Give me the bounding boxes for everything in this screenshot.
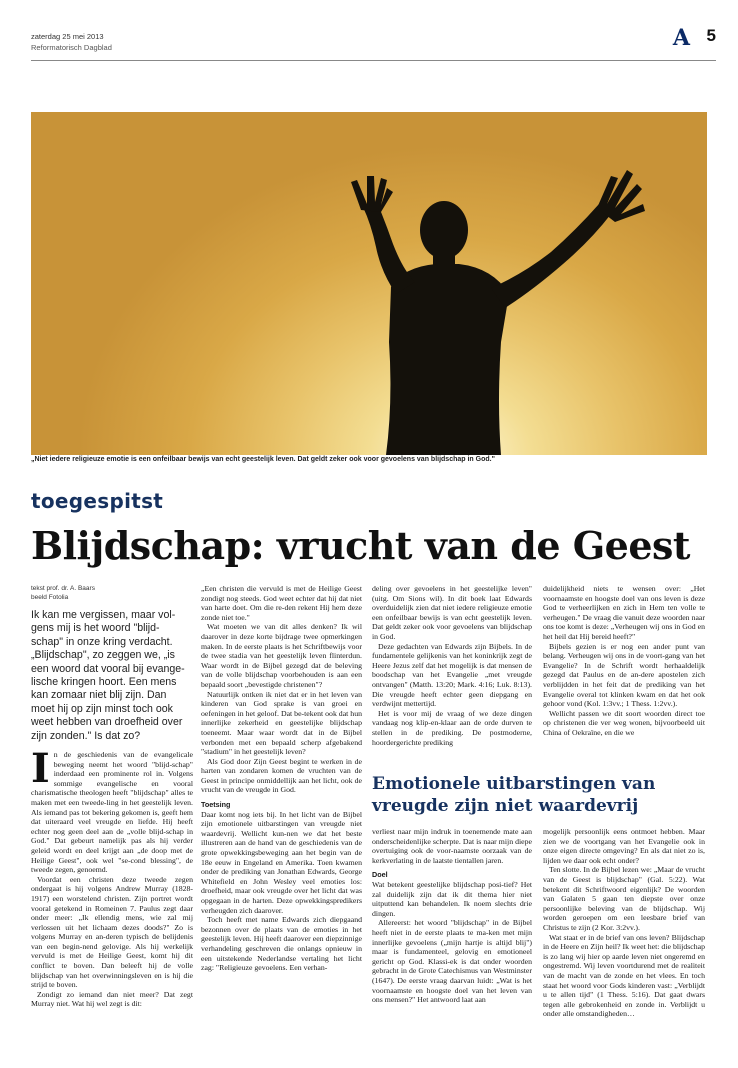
newspaper-name: Reformatorisch Dagblad <box>31 43 112 52</box>
article-photo <box>31 112 707 455</box>
paragraph: duidelijkheid niets te wensen over: „Het voornaamste en hoogste doel van ons leven is deze God te verheerlijken en zich in Hem ten volle te verheugen." De vraag die vanuit deze woorden naar ons toe komt is deze: „Verheugen wij ons in God en het heil dat Hij bereid heeft?" <box>543 584 705 641</box>
paragraph: Toch heeft met name Edwards zich diepgaand bezonnen over de plaats van de emoties in het geestelijk leven. Hij heeft daarover een diepzinnige verhandeling geschreven die onlangs opnieuw in een uitstekende Nederlandse vertaling het licht zag: "Religieuze gevoelens. Een verhan- <box>201 915 362 973</box>
paragraph: Als God door Zijn Geest begint te werken in de harten van zondaren komen de vruchten van de Geest in principe onmiddellijk aan het licht, ook de vrucht van de vreugde in God. <box>201 756 362 795</box>
paragraph: Bijbels gezien is er nog een ander punt van belang. Verheugen wij ons in de voort-gang van het Evangelie? In de Schrift wordt herhaaldelijk gezegd dat Paulus en de an-dere apostelen zich verblijdden in het feit dat de prediking van het Evangelie overal tot klinken kwam en dat het ook gehoor vond (Kol. 1:3vv.; 1 Thess. 1:2vv.). <box>543 641 705 709</box>
paragraph: Wellicht passen we dit soort woorden direct toe op christenen die ver weg wonen, bijvoorbeeld uit China of Oekraïne, en die we <box>543 708 705 737</box>
text-column-4 <box>543 584 705 738</box>
article-headline: Blijdschap: vrucht van de Geest <box>31 523 690 568</box>
drop-cap: I <box>31 745 50 792</box>
paragraph: Ten slotte. In de Bijbel lezen we: „Maar de vrucht van de Geest is blijdschap" (Gal. 5:22). Wat betekent dit Schriftwoord eigenlijk? De woorden van Galaten 5 gaan ten diepste over onze persoonlijke beleving van de blijdschap. Wij worden geroepen om een leesbare brief van Christus te zijn (2 Kor. 3:2vv.). <box>543 865 705 932</box>
paragraph: Allereerst: het woord "blijdschap" in de Bijbel heeft niet in de eerste plaats te ma-ken met mijn innerlijke gevoelens („mijn hartje is altijd blij") maar is fundamenteel, gelovig en emotioneel gericht op God. Klassi-ek is dat onder woorden gebracht in de Grote Catechismus van Westminster (1647). De eerste vraag daarvan luidt: „Wat is het voornaamste en hoogste doel van het leven van ons mensen?" Het antwoord laat aan <box>372 918 532 1005</box>
subheading-doel: Doel <box>372 870 388 880</box>
paragraph: Deze gedachten van Edwards zijn Bijbels. In de fundamentele gelijkenis van het koninkrijk zegt de Heere Jezus zelf dat het mogelijk is dat mensen de boodschap van het Evangelie „met vreugde ontvangen" (Matth. 13:20; Mark. 4:16; Luk. 8:13). Die vreugde heeft echter geen diepgang en verdwijnt mettertijd. <box>372 641 532 709</box>
header-divider <box>31 60 716 61</box>
photo-caption: „Niet iedere religieuze emotie is een onfeilbaar bewijs van echt geestelijk leven. Dat geldt zeker ook voor gevoelens van blijdschap in God." <box>31 456 495 463</box>
article-intro: Ik kan me vergissen, maar vol-gens mij is het woord "blijd-schap" in onze kring verdacht. „Blijdschap", zo zeggen we, „is een woord dat vooral bij evange-lische kringen hoort. Een mens kan zomaar niet blij zijn. Dan moet hij op zijn minst toch ook weet hebben van droefheid over zijn zonden." Is dat zo? <box>31 609 185 742</box>
paragraph: Zondigt zo iemand dan niet meer? Dat zegt Murray niet. Wat hij wel zegt is dit: <box>31 989 193 1009</box>
text-column-2 <box>201 584 362 973</box>
paragraph: Natuurlijk ontken ik niet dat er in het leven van kinderen van God sprake is van groei en oefeningen in het geloof. Dat be-tekent ook dat hun innerlijke zekerheid en geestelijke blijdschap toeneemt. Maar waar wordt dat in de Bijbel verbonden met een bepaald scherp afgebakend "stadium" in het geestelijk leven? <box>201 689 362 757</box>
paragraph: In de geschiedenis van de evangelicale beweging neemt het woord "blijd-schap" inderdaad een prominente rol in. Volgens sommige evangelische en vooral charismatische theologen heeft "blijdschap" alles te maken met een tweede-ling in het geestelijk leven. Als iemand pas tot bekering gekomen is, geeft hem dat uiteraard veel vreugde en liefde. Hij heeft echter nog geen deel aan de „volle blijd-schap in God." Dat gebeurt namelijk pas als hij verder geleid wordt en deel krijgt aan „de doop met de Heilige Geest", ook wel "se-cond blessing", de tweede zegen, genoemd. <box>31 745 193 875</box>
paragraph: deling over gevoelens in het geestelijke leven" (uitg. Om Sions wil). In dit boek laat Edwards overduidelijk zien dat niet iedere religieuze emotie een onfeilbaar bewijs is van echt geestelijk leven. Dat geldt zeker ook voor gevoelens van blijdschap in God. <box>372 584 532 641</box>
paragraph: Wat betekent geestelijke blijdschap posi-tief? Het zal duidelijk zijn dat ik dit thema hier niet uitputtend kan behandelen. Ik noem slechts drie dingen. <box>372 879 532 918</box>
article-credits <box>31 584 95 602</box>
paragraph: Voordat een christen deze tweede zegen ondergaat is hij volgens Andrew Murray (1828-1917) een worstelend christen. Zijn portret wordt vooral getekend in Romeinen 7. Paulus zegt daar onder meer: „Ik ellendig mens, wie zal mij verlossen uit het lichaam dezes doods?" Zo is volgens Murray en an-deren typisch de belijdenis van een begin-nend gelovige. Als hij werkelijk vervuld is met de Heilige Geest, komt hij dit conflict te boven. Dan beleeft hij de volle blijdschap van het overwinningsleven en is hij die strijd te boven. <box>31 874 193 990</box>
page-number: 5 <box>706 26 716 45</box>
paragraph: Wat staat er in de brief van ons leven? Blijdschap in de Heere en Zijn heil? Ik weet het: die blijdschap is zo lang wij hier op aarde leven niet ongeremd en ongestremd. Wij leven voortdurend met de realiteit van de macht van de zonde en het vlees. En toch staat het woord voor Gods kinderen vast: „Verblijdt u te allen tijd" (1 Thess. 5:16). Dat gaat dwars tegen alle gebrokenheid en zonde in. Verblijdt u onder alle omstandigheden… <box>543 932 705 1019</box>
author-credit: tekst prof. dr. A. Baars <box>31 585 95 592</box>
paragraph: „Een christen die vervuld is met de Heilige Geest zondigt nog steeds. God weet echter dat hij dat niet van harte doet. Om die re-den rekent Hij hem deze zonde niet toe." <box>201 584 362 622</box>
section-logo: A <box>672 25 690 51</box>
text-column-1 <box>31 745 193 1009</box>
pull-quote-heading: Emotionele uitbarstingen van vreugde zijn niet waardevrij <box>372 774 656 816</box>
section-kicker: toegespitst <box>31 489 164 513</box>
paragraph: Daar komt nog iets bij. In het licht van de Bijbel zijn emotionele uitbarstingen van vreugde niet waardevrij. Wellicht kun-nen we dat het beste illustreren aan de hand van de geschiedenis van de grote opwekkingsbeweging aan het begin van de 18e eeuw in Engeland en Amerika. Toen kwamen onder de prediking van Jonathan Edwards, George Whitefield en John Wesley veel emoties los: droefheid, maar ook vreugde over het licht dat was opgegaan in de harten. Deze opwekkingspredikers verheugden zich daarover. <box>201 809 362 915</box>
text-column-4-lower <box>543 827 705 1019</box>
paragraph: Het is voor mij de vraag of we deze dingen vandaag nog klip-en-klaar aan de orde durven te stellen in de prediking. De postmoderne, hoordergerichte prediking <box>372 708 532 747</box>
text-column-3-lower <box>372 827 532 1005</box>
paragraph: verliest naar mijn indruk in toenemende mate aan onderscheidenlijke scherpte. Dat is naar mijn diepe overtuiging ook de voor-naamste oorzaak van de kerkverlating in de laatste tientallen jaren. <box>372 827 532 865</box>
paragraph: Wat moeten we van dit alles denken? Ik wil daarover in deze korte bijdrage twee opmerkingen maken. In de eerste plaats is het Schriftbewijs voor de twee stadia van het geestelijk leven flinterdun. Waar wordt in de Bijbel gezegd dat de beleving van de volle blijdschap voorbehouden is aan een bepaald soort „bevestigde christenen"? <box>201 622 362 689</box>
silhouette-illustration <box>31 112 707 455</box>
subheading-toetsing: Toetsing <box>201 800 231 810</box>
photo-credit: beeld Fotolia <box>31 594 69 601</box>
issue-date: zaterdag 25 mei 2013 <box>31 32 104 41</box>
paragraph: mogelijk persoonlijk eens ontmoet hebben. Maar zien we de voortgang van het Evangelie ook in onze eigen directe omgeving? En als dat niet zo is, lijden we daar ook echt onder? <box>543 827 705 865</box>
text-column-3 <box>372 584 532 747</box>
masthead <box>31 32 112 52</box>
